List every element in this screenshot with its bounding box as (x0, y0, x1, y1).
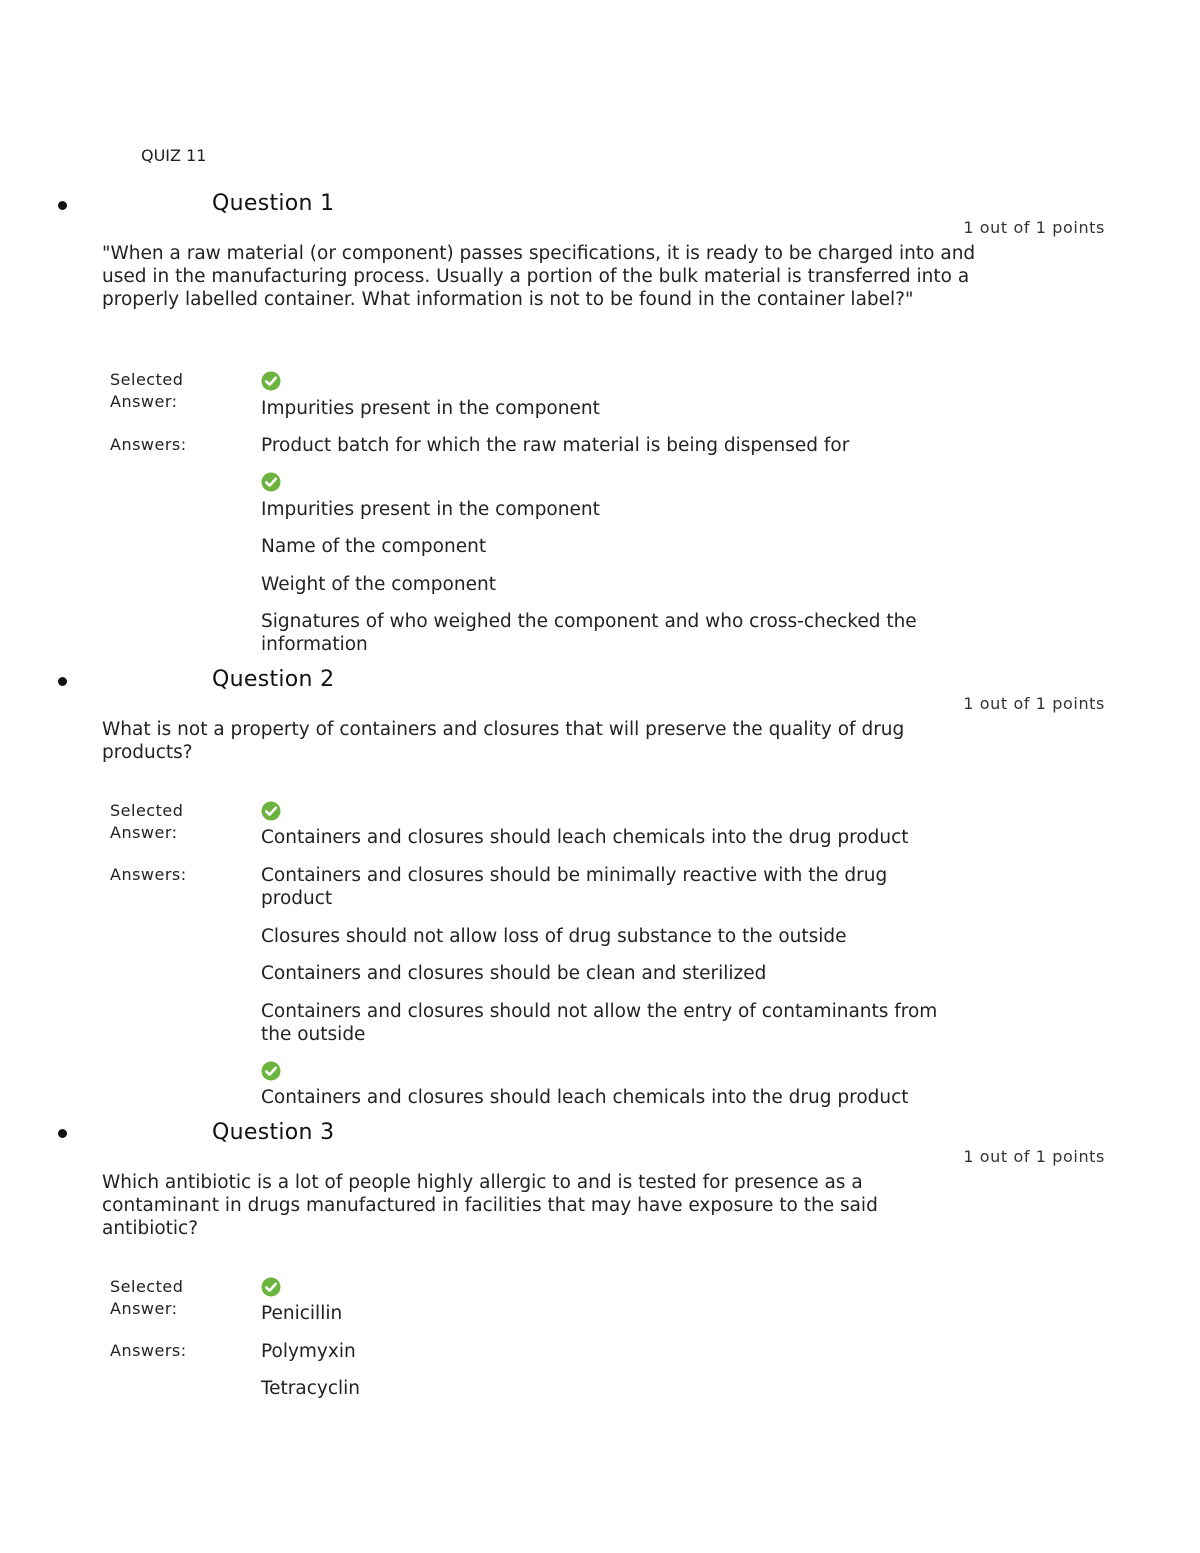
bullet-icon (58, 201, 67, 210)
selected-answer-label: Selected Answer: (110, 1277, 184, 1318)
points-score: 1 out of 1 points (963, 218, 1105, 237)
correct-check-icon (261, 371, 281, 391)
answer-option: Containers and closures should be clean and sterilized (261, 963, 767, 984)
answer-option: Tetracyclin (261, 1378, 361, 1399)
bullet-icon (58, 1129, 67, 1138)
answer-option: Polymyxin (261, 1341, 356, 1362)
question-heading: Question 2 (212, 667, 335, 692)
selected-answer-label: Selected Answer: (110, 801, 184, 842)
question-text: What is not a property of containers and closures that will preserve the quality of drug products? (102, 719, 905, 763)
selected-answer-label: Selected Answer: (110, 370, 184, 411)
selected-answer: Impurities present in the component (261, 398, 600, 419)
question-heading: Question 3 (212, 1120, 335, 1145)
points-score: 1 out of 1 points (963, 694, 1105, 713)
answer-option: Containers and closures should not allow the entry of contaminants from the outside (261, 1001, 938, 1045)
question-text: Which antibiotic is a lot of people highly allergic to and is tested for presence as a contaminant in drugs manufactured in facilities that may have exposure to the said antibiotic? (102, 1172, 878, 1239)
correct-check-icon (261, 472, 281, 492)
answer-option: Signatures of who weighed the component and who cross-checked the information (261, 611, 917, 655)
points-score: 1 out of 1 points (963, 1147, 1105, 1166)
quiz-title: QUIZ 11 (141, 146, 207, 165)
answers-label: Answers: (110, 1341, 187, 1360)
answer-option: Name of the component (261, 536, 487, 557)
answer-option: Product batch for which the raw material is being dispensed for (261, 435, 850, 456)
answers-label: Answers: (110, 435, 187, 454)
question-heading: Question 1 (212, 191, 335, 216)
answer-option: Weight of the component (261, 574, 496, 595)
bullet-icon (58, 677, 67, 686)
correct-check-icon (261, 1277, 281, 1297)
answer-option-correct: Containers and closures should leach chemicals into the drug product (261, 1087, 909, 1108)
selected-answer: Containers and closures should leach chemicals into the drug product (261, 827, 909, 848)
answer-option: Closures should not allow loss of drug substance to the outside (261, 926, 847, 947)
correct-check-icon (261, 1061, 281, 1081)
selected-answer: Penicillin (261, 1303, 343, 1324)
correct-check-icon (261, 801, 281, 821)
answers-label: Answers: (110, 865, 187, 884)
question-text: "When a raw material (or component) passes specifications, it is ready to be charged into and used in the manufacturing process. Usually a portion of the bulk material is transferred into a properly labelled container. What information is not to be found in the container label?" (102, 243, 976, 310)
answer-option-correct: Impurities present in the component (261, 499, 600, 520)
answer-option: Containers and closures should be minimally reactive with the drug product (261, 865, 888, 909)
